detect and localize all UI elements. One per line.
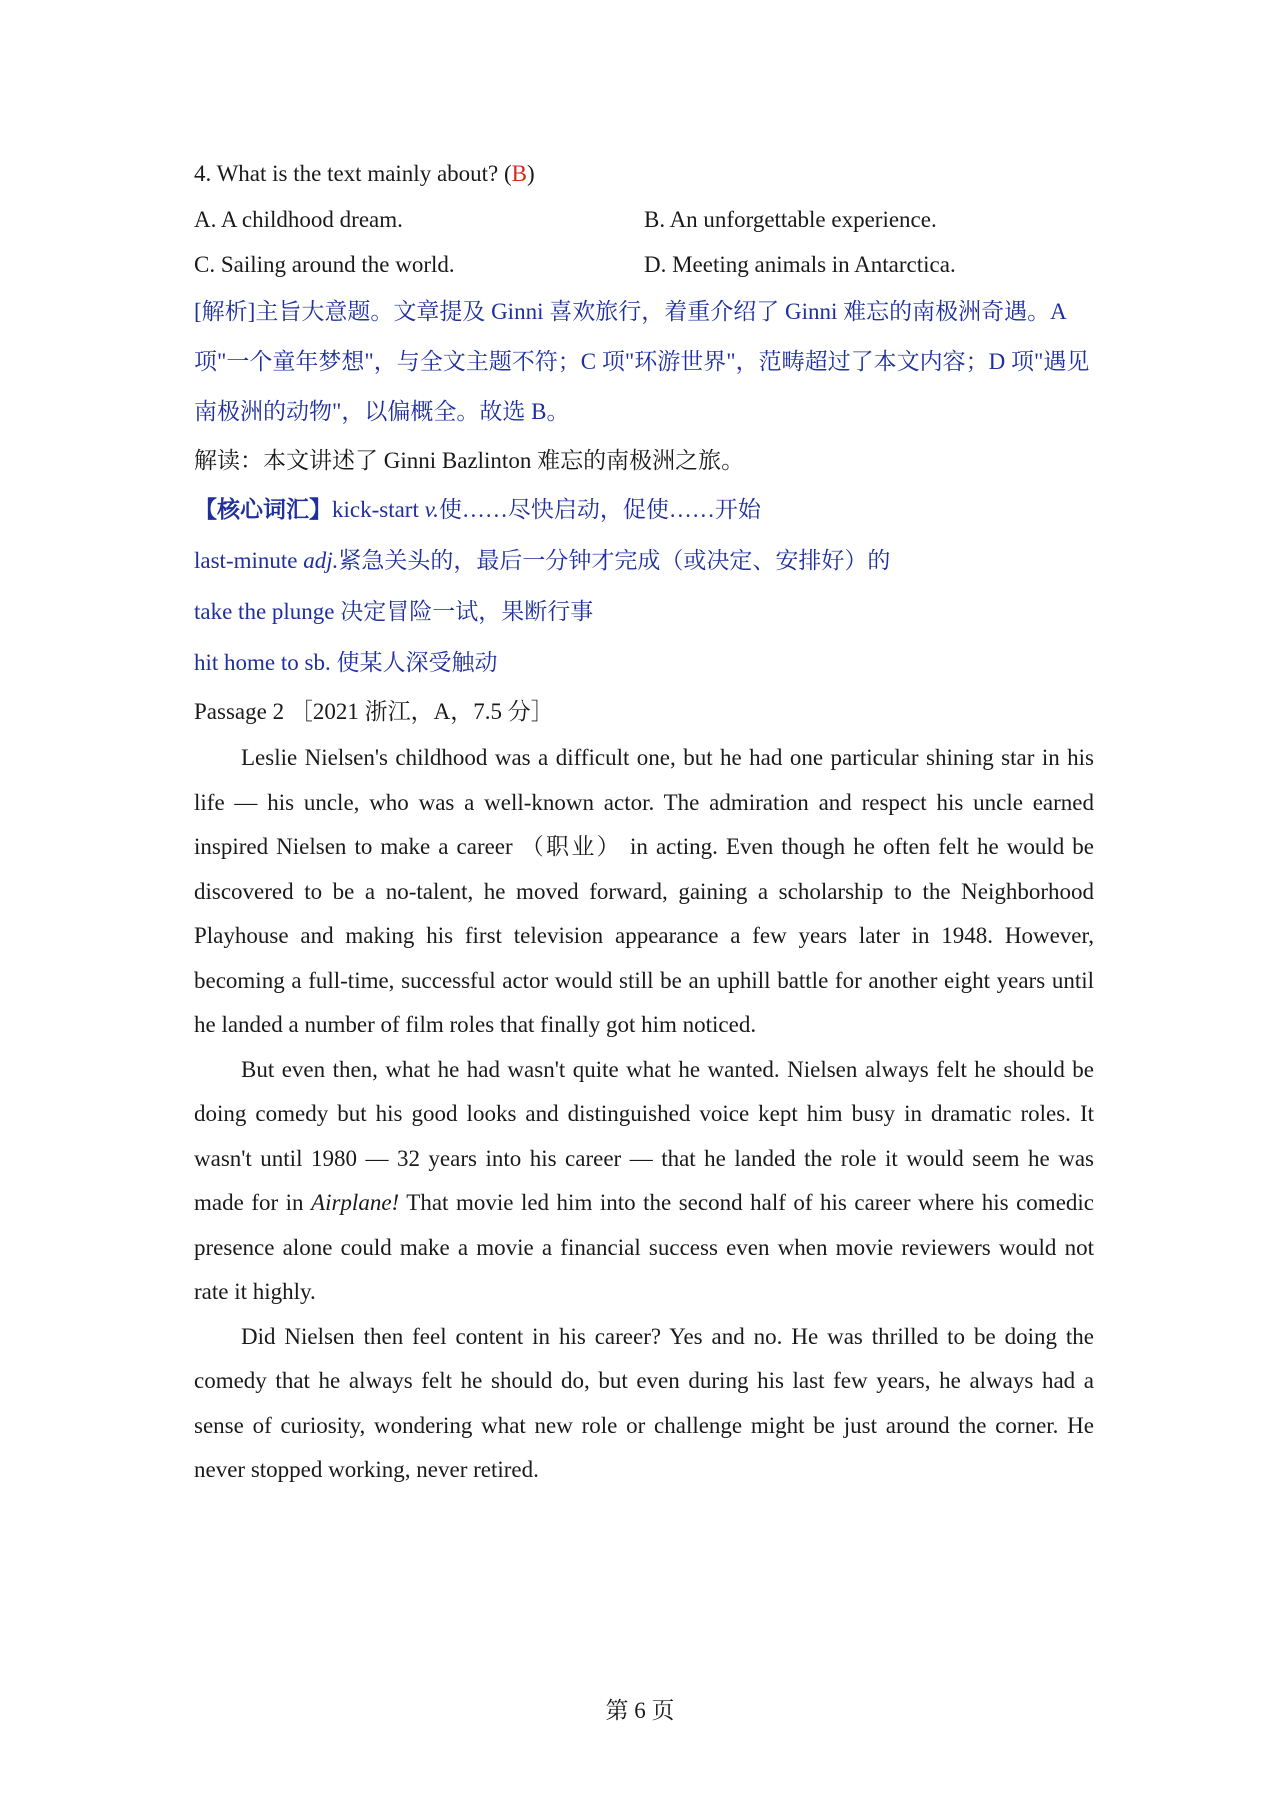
option-d: D. Meeting animals in Antarctica. bbox=[644, 252, 956, 277]
question-stem-close: ) bbox=[527, 161, 535, 186]
question-text: 4. What is the text mainly about? ( bbox=[194, 161, 512, 186]
vocab-meaning: 使……尽快启动，促使……开始 bbox=[438, 497, 761, 522]
vocab-meaning: 决定冒险一试，果断行事 bbox=[340, 599, 594, 624]
paragraph-text: That movie led him into the second half of his career where his comedic presence alone could make a movie a financial success even when movie reviewers would not rate it highly. bbox=[194, 1190, 1094, 1304]
option-row-1 bbox=[194, 197, 1094, 242]
vocab-heading: 【核心词汇】 bbox=[194, 497, 332, 522]
passage-source: ［2021 浙江，A，7.5 分］ bbox=[289, 699, 554, 724]
analysis-text: [解析]主旨大意题。文章提及 Ginni 喜欢旅行，着重介绍了 Ginni 难忘的南极洲奇遇。A 项"一个童年梦想"，与全文主题不符；C 项"环游世界"，范畴超过了本文内容；D 项"遇见南极洲的动物"，以偏概全。故选 B。 bbox=[194, 299, 1090, 424]
reading-note: 解读：本文讲述了 Ginni Bazlinton 难忘的南极洲之旅。 bbox=[194, 448, 745, 473]
option-b: B. An unforgettable experience. bbox=[644, 207, 937, 232]
vocab-term: take the plunge bbox=[194, 599, 335, 624]
vocab-item-1 bbox=[194, 484, 1094, 535]
vocab-pos: adj. bbox=[303, 548, 339, 573]
passage-paragraph-2 bbox=[194, 1048, 1094, 1315]
question-stem bbox=[194, 150, 1094, 197]
vocab-item-2 bbox=[194, 535, 1094, 586]
passage-paragraph-3: Did Nielsen then feel content in his career? Yes and no. He was thrilled to be doing the comedy that he always felt he should do, but even during his last few years, he always had a sense of curiosity, wondering what new role or challenge might be just around the corner. He never stopped working, never retired. bbox=[194, 1323, 1094, 1482]
movie-title: Airplane! bbox=[311, 1190, 400, 1215]
vocab-meaning: 使某人深受触动 bbox=[336, 650, 498, 675]
option-a: A. A childhood dream. bbox=[194, 207, 403, 232]
option-row-2 bbox=[194, 242, 1094, 287]
passage-paragraph-1: Leslie Nielsen's childhood was a difficult one, but he had one particular shining star in his life — his uncle, who was a well-known actor. The admiration and respect his uncle earned inspired Nielsen to make a career （职业） in acting. Even though he often felt he would be discovered to be a no-talent, he moved forward, gaining a scholarship to the Neighborhood Playhouse and making his first television appearance a few years later in 1948. However, becoming a full-time, successful actor would still be an uphill battle for another eight years until he landed a number of film roles that finally got him noticed. bbox=[194, 745, 1094, 1037]
question-answer: B bbox=[511, 161, 528, 186]
option-c: C. Sailing around the world. bbox=[194, 252, 455, 277]
page-content bbox=[194, 150, 1094, 1493]
vocab-term: last-minute bbox=[194, 548, 298, 573]
vocab-pos: v. bbox=[424, 497, 439, 522]
passage-heading bbox=[194, 688, 1094, 736]
vocab-term: hit home to sb. bbox=[194, 650, 331, 675]
paragraph-text: But even then, what he had wasn't quite what he wanted. Nielsen always felt he should be doing comedy but his good looks and distinguished voice kept him busy in dramatic roles. It wasn't until 1980 — 32 years into his career — that he landed the role it would seem he was made for in bbox=[194, 1056, 1094, 1215]
vocab-meaning: 紧急关头的，最后一分钟才完成（或决定、安排好）的 bbox=[338, 548, 891, 573]
page-number: 第 6 页 bbox=[605, 1698, 675, 1723]
vocab-item-3 bbox=[194, 586, 1094, 637]
vocab-item-4 bbox=[194, 637, 1094, 688]
vocab-term: kick-start bbox=[332, 497, 419, 522]
passage-title: Passage 2 bbox=[194, 699, 285, 724]
